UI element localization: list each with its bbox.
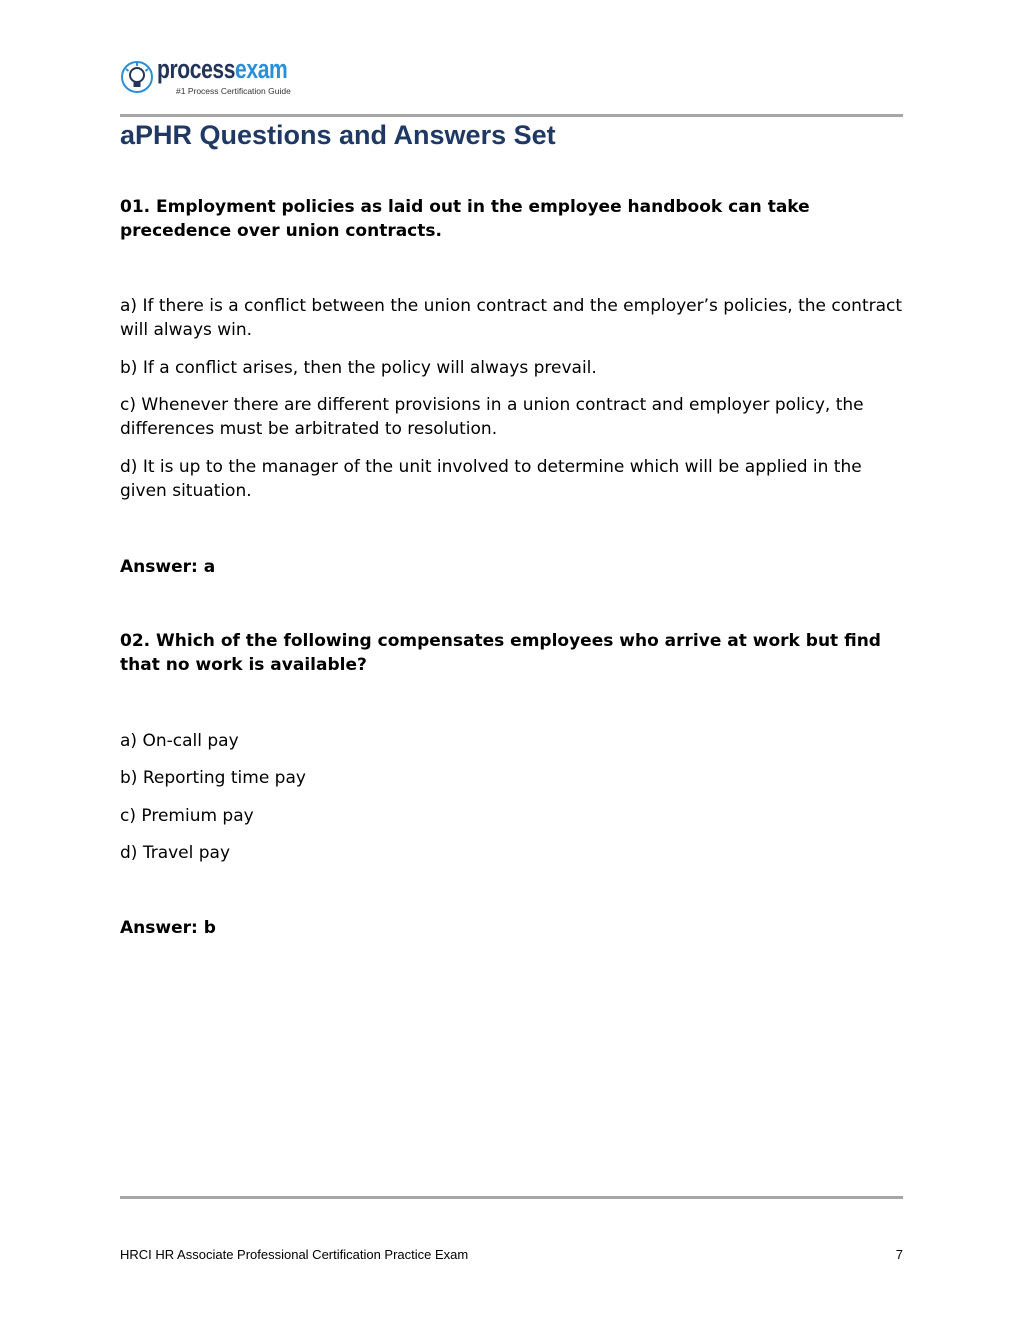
footer-text: HRCI HR Associate Professional Certification Practice Exam: [120, 1247, 469, 1262]
question-1-option-c: c) Whenever there are different provisions in a union contract and employer policy, the differences must be arbitrated to resolution.: [120, 395, 864, 439]
page-title: aPHR Questions and Answers Set: [120, 120, 556, 150]
question-2-option-a: a) On-call pay: [120, 731, 239, 751]
logo-word-exam: exam: [235, 54, 288, 84]
question-1-option-d: d) It is up to the manager of the unit involved to determine which will be applied in the given situation.: [120, 457, 862, 501]
question-2-text: 02. Which of the following compensates employees who arrive at work but find that no work is available?: [120, 631, 881, 675]
question-1-option-a: a) If there is a conflict between the union contract and the employer’s policies, the contract will always win.: [120, 296, 903, 340]
question-2-option-b: b) Reporting time pay: [120, 768, 306, 788]
question-2-answer: Answer: b: [120, 918, 216, 938]
question-2-option-d: d) Travel pay: [120, 843, 231, 863]
question-1-option-b: b) If a conflict arises, then the policy will always prevail.: [120, 358, 597, 378]
logo-tagline: #1 Process Certification Guide: [176, 86, 291, 96]
logo-wordmark: [157, 54, 287, 85]
logo-word-process: process: [157, 54, 236, 84]
question-2-option-c: c) Premium pay: [120, 806, 254, 826]
footer-divider: [120, 1196, 903, 1199]
question-1-answer: Answer: a: [120, 557, 216, 577]
question-1-text: 01. Employment policies as laid out in the employee handbook can take precedence over union contracts.: [120, 197, 810, 241]
page-number: 7: [895, 1247, 903, 1262]
lightbulb-icon: [120, 60, 154, 96]
header-divider: [120, 114, 903, 117]
